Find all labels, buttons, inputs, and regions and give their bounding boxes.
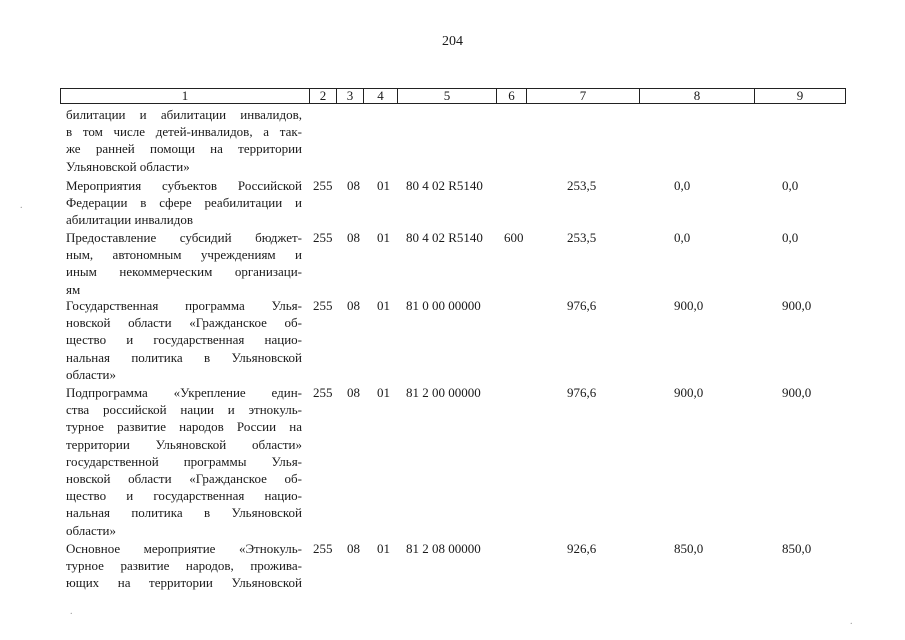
amount-col-8: 900,0 <box>674 385 704 400</box>
column-header-3: 3 <box>336 88 363 104</box>
column-header-2: 2 <box>309 88 336 104</box>
row-name-line: ям <box>66 281 81 297</box>
section-code: 08 <box>347 385 360 400</box>
scan-speck: . <box>70 606 79 617</box>
amount-col-7: 926,6 <box>567 541 597 556</box>
subsection-code: 01 <box>377 230 390 245</box>
row-name <box>66 177 302 229</box>
row-name-line: Мероприятия субъектов Российской <box>66 178 302 193</box>
row-name-line: территории Ульяновской области» <box>66 436 302 452</box>
row-name-line: щество и государственная нацио- <box>66 332 302 348</box>
admin-code: 255 <box>313 298 333 313</box>
amount-col-9: 900,0 <box>782 385 812 400</box>
row-name-line: Ульяновской области» <box>66 158 190 174</box>
row-name-line: турное развитие народов России на <box>66 419 302 435</box>
row-name-line: ющих на территории Ульяновской <box>66 575 302 591</box>
amount-col-9: 900,0 <box>782 298 812 313</box>
row-name-line: абилитации инвалидов <box>66 212 193 228</box>
section-code: 08 <box>347 230 360 245</box>
column-header-8: 8 <box>639 88 754 104</box>
admin-code: 255 <box>313 230 333 245</box>
column-header-5: 5 <box>397 88 496 104</box>
row-name-line: в том числе детей-инвалидов, а так- <box>66 124 302 140</box>
amount-col-9: 0,0 <box>782 178 799 193</box>
column-header-7: 7 <box>526 88 639 104</box>
row-name-line: ным, автономным учреждениям и <box>66 247 302 263</box>
target-article-code: 80 4 02 R5140 <box>406 178 483 193</box>
row-name <box>66 384 302 539</box>
target-article-code: 81 0 00 00000 <box>406 298 481 313</box>
amount-col-7: 976,6 <box>567 298 597 313</box>
admin-code: 255 <box>313 178 333 193</box>
amount-col-8: 0,0 <box>674 178 691 193</box>
column-header-1: 1 <box>60 88 309 104</box>
row-name-line: нальная политика в Ульяновской <box>66 505 302 521</box>
scan-speck: . <box>850 616 859 627</box>
row-name-line: ства российской нации и этнокуль- <box>66 402 302 418</box>
target-article-code: 81 2 00 00000 <box>406 385 481 400</box>
target-article-code: 81 2 08 00000 <box>406 541 481 556</box>
row-name-line: иным некоммерческим организаци- <box>66 264 302 280</box>
row-name-line: билитации и абилитации инвалидов, <box>66 107 302 122</box>
amount-col-7: 976,6 <box>567 385 597 400</box>
amount-col-8: 900,0 <box>674 298 704 313</box>
row-name-line: щество и государственная нацио- <box>66 488 302 504</box>
section-code: 08 <box>347 541 360 556</box>
scan-speck: . <box>20 200 29 211</box>
row-name <box>66 540 302 592</box>
expense-type-code: 600 <box>504 230 524 245</box>
column-header-9: 9 <box>754 88 846 104</box>
row-name-line: турное развитие народов, прожива- <box>66 558 302 574</box>
admin-code: 255 <box>313 385 333 400</box>
admin-code: 255 <box>313 541 333 556</box>
section-code: 08 <box>347 178 360 193</box>
row-name-line: нальная политика в Ульяновской <box>66 349 302 365</box>
amount-col-9: 850,0 <box>782 541 812 556</box>
subsection-code: 01 <box>377 298 390 313</box>
subsection-code: 01 <box>377 178 390 193</box>
row-name-line: области» <box>66 366 116 382</box>
amount-col-8: 850,0 <box>674 541 704 556</box>
subsection-code: 01 <box>377 541 390 556</box>
row-name-line: же ранней помощи на территории <box>66 141 302 157</box>
row-name <box>66 297 302 383</box>
row-name-line: Подпрограмма «Укрепление един- <box>66 385 302 400</box>
row-name-line: государственной программы Улья- <box>66 453 302 469</box>
amount-col-7: 253,5 <box>567 178 597 193</box>
target-article-code: 80 4 02 R5140 <box>406 230 483 245</box>
row-name-line: Государственная программа Улья- <box>66 298 302 313</box>
page-number: 204 <box>442 34 463 49</box>
row-name-line: Федерации в сфере реабилитации и <box>66 195 302 211</box>
row-name-line: новской области «Гражданское об- <box>66 470 302 486</box>
amount-col-7: 253,5 <box>567 230 597 245</box>
row-name <box>66 229 302 298</box>
subsection-code: 01 <box>377 385 390 400</box>
row-name-line: Предоставление субсидий бюджет- <box>66 230 302 245</box>
row-name-line: новской области «Гражданское об- <box>66 315 302 331</box>
amount-col-9: 0,0 <box>782 230 799 245</box>
row-name-line: Основное мероприятие «Этнокуль- <box>66 541 302 556</box>
column-header-4: 4 <box>363 88 397 104</box>
amount-col-8: 0,0 <box>674 230 691 245</box>
row-name-line: области» <box>66 522 116 538</box>
section-code: 08 <box>347 298 360 313</box>
row-name <box>66 106 302 175</box>
column-header-6: 6 <box>496 88 526 104</box>
